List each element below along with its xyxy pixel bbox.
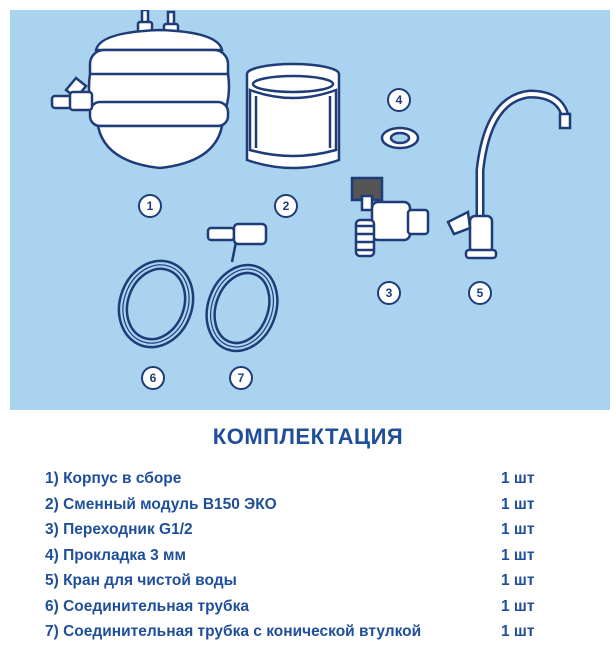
item-name: 5) Кран для чистой воды <box>45 572 237 589</box>
conical-sleeve-drawing <box>208 224 266 262</box>
label-number-6: 6 <box>149 371 157 385</box>
label-number-4: 4 <box>395 93 403 107</box>
item-name: 7) Соединительная трубка с конической втулкой <box>45 623 422 640</box>
item-name: 1) Корпус в сборе <box>45 470 182 487</box>
list-item <box>45 492 545 518</box>
product-illustration <box>10 10 610 410</box>
adapter-valve-drawing <box>352 178 428 256</box>
list-item <box>45 466 545 492</box>
kit-drawing <box>10 10 610 410</box>
kit-items-list <box>45 466 545 645</box>
faucet-drawing <box>448 94 570 258</box>
item-name: 3) Переходник G1/2 <box>45 521 193 538</box>
label-number-7: 7 <box>237 371 245 385</box>
list-item <box>45 594 545 620</box>
item-quantity: 1 шт <box>501 495 535 513</box>
item-quantity: 1 шт <box>501 572 535 589</box>
label-number-3: 3 <box>385 286 393 300</box>
list-item <box>45 517 545 543</box>
item-quantity: 1 шт <box>501 597 535 615</box>
gasket-drawing <box>382 128 418 148</box>
list-item <box>45 543 545 569</box>
item-name: 6) Соединительная трубка <box>45 597 249 615</box>
label-number-2: 2 <box>282 199 290 213</box>
label-number-1: 1 <box>146 199 154 213</box>
item-quantity: 1 шт <box>501 521 535 538</box>
filter-housing-drawing <box>52 10 229 168</box>
item-quantity: 1 шт <box>501 623 535 640</box>
list-item <box>45 568 545 594</box>
item-name: 4) Прокладка 3 мм <box>45 546 186 564</box>
list-item <box>45 619 545 645</box>
item-quantity: 1 шт <box>501 546 535 564</box>
cartridge-drawing <box>247 64 339 168</box>
item-quantity: 1 шт <box>501 470 535 487</box>
item-name: 2) Сменный модуль В150 ЭКО <box>45 495 277 513</box>
tube-coil-drawing <box>107 250 289 361</box>
label-number-5: 5 <box>476 286 484 300</box>
kit-title: КОМПЛЕКТАЦИЯ <box>212 424 404 449</box>
